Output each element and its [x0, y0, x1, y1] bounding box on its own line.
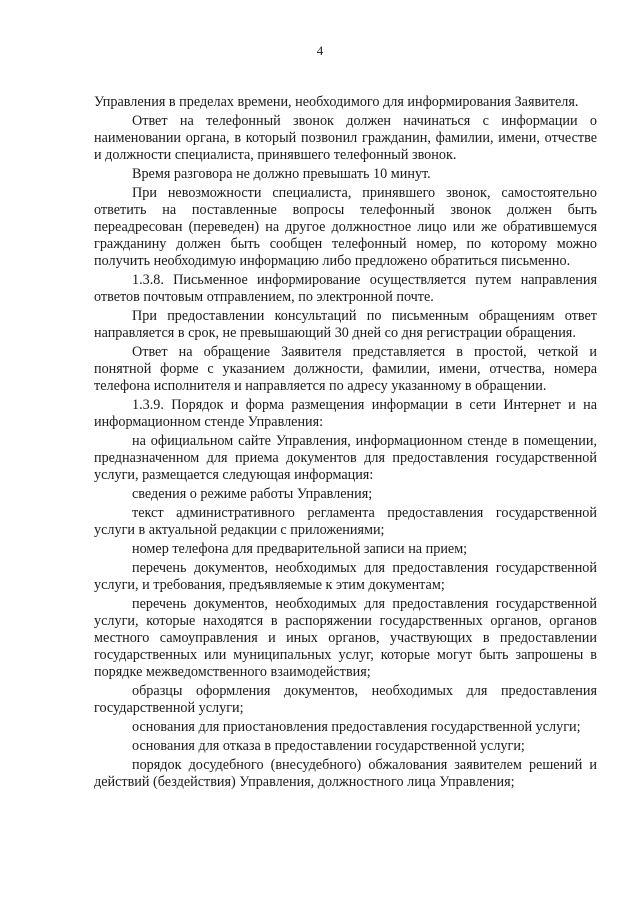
- body-text: [94, 94, 597, 793]
- list-item: номер телефона для предварительной записи на прием;: [132, 541, 468, 557]
- paragraph: Ответ на телефонный звонок должен начинаться с информации о наименовании органа, в который позвонил гражданин, фамилии, имени, отчестве и должности специалиста, принявшего телефонный звонок.: [94, 113, 597, 163]
- paragraph: 1.3.8. Письменное информирование осуществляется путем направления ответов почтовым отправлением, по электронной почте.: [94, 272, 597, 305]
- list-item: порядок досудебного (внесудебного) обжалования заявителем решений и действий (бездействия) Управления, должностного лица Управления;: [94, 757, 597, 790]
- list-item: сведения о режиме работы Управления;: [132, 486, 373, 502]
- paragraph: Время разговора не должно превышать 10 минут.: [132, 166, 431, 182]
- list-item: основания для отказа в предоставлении государственной услуги;: [132, 738, 525, 754]
- list-item: образцы оформления документов, необходимых для предоставления государственной услуги;: [94, 683, 597, 716]
- paragraph: Ответ на обращение Заявителя представляется в простой, четкой и понятной форме с указанием должности, фамилии, имени, отчества, номера телефона исполнителя и направляется по адресу указанному в обращении.: [94, 344, 597, 394]
- paragraph: 1.3.9. Порядок и форма размещения информации в сети Интернет и на информационном стенде Управления:: [94, 397, 597, 430]
- list-item: перечень документов, необходимых для предоставления государственной услуги, и требования, предъявляемые к этим документам;: [94, 560, 597, 593]
- list-item: основания для приостановления предоставления государственной услуги;: [132, 719, 581, 735]
- paragraph: При невозможности специалиста, принявшего звонок, самостоятельно ответить на поставленные вопросы телефонный звонок должен быть переадресован (переведен) на другое должностное лицо или же обратившемуся гражданину должен быть сообщен телефонный номер, по которому можно получить необходимую информацию либо предложено обратиться письменно.: [94, 185, 597, 269]
- page-number: 4: [316, 43, 324, 58]
- list-item: текст административного регламента предоставления государственной услуги в актуальной редакции с приложениями;: [94, 505, 597, 538]
- list-item: перечень документов, необходимых для предоставления государственной услуги, которые находятся в распоряжении государственных органов, органов местного самоуправления и иных органов, участвующих в предоставлении государственных или муниципальных услуг, которые могут быть запрошены в порядке межведомственного взаимодействия;: [94, 596, 597, 680]
- paragraph: При предоставлении консультаций по письменным обращениям ответ направляется в срок, не превышающий 30 дней со дня регистрации обращения.: [94, 308, 597, 341]
- paragraph: Управления в пределах времени, необходимого для информирования Заявителя.: [94, 94, 579, 110]
- paragraph: на официальном сайте Управления, информационном стенде в помещении, предназначенном для приема документов для предоставления государственной услуги, размещается следующая информация:: [94, 433, 597, 483]
